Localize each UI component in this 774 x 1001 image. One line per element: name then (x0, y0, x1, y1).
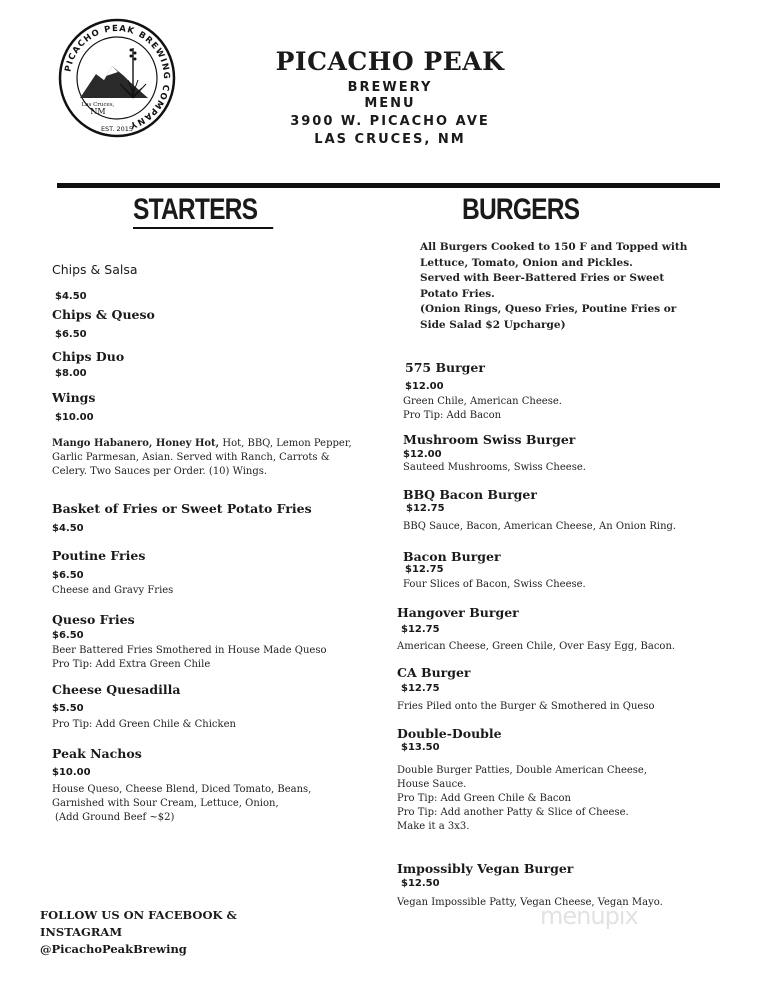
starter-name: Queso Fries (52, 612, 135, 627)
burger-name: BBQ Bacon Burger (403, 487, 537, 502)
burger-name: Bacon Burger (403, 549, 501, 564)
burger-price: $12.00 (405, 381, 444, 392)
page-title: PICACHO PEAK (275, 47, 505, 76)
burger-desc: Fries Piled onto the Burger & Smothered in Queso (397, 701, 655, 712)
burgers-heading: BURGERS (462, 193, 580, 226)
starter-name: Chips Duo (52, 349, 125, 364)
footer-follow: FOLLOW US ON FACEBOOK & (40, 908, 237, 922)
burger-desc: Pro Tip: Add another Patty & Slice of Cheese. (397, 807, 629, 818)
starter-name: Peak Nachos (52, 746, 142, 761)
starter-desc: Garnished with Sour Cream, Lettuce, Onion, (52, 798, 279, 809)
starter-price: $5.50 (52, 703, 84, 714)
starter-desc: Mango Habanero, Honey Hot, Hot, BBQ, Lemon Pepper, (52, 438, 352, 449)
burger-price: $12.75 (406, 503, 445, 514)
burger-price: $12.00 (403, 449, 442, 460)
footer-handle-link[interactable]: @PicachoPeakBrewing (40, 942, 187, 956)
starter-price: $10.00 (52, 767, 91, 778)
burger-price: $12.50 (401, 878, 440, 889)
brewery-logo (58, 18, 176, 138)
footer-instagram: INSTAGRAM (40, 925, 123, 939)
burger-desc: Double Burger Patties, Double American Cheese, (397, 765, 648, 776)
logo-est: EST. 2015 (100, 125, 134, 133)
header-address: 3900 W. PICACHO AVE (290, 114, 490, 129)
burger-desc: House Sauce. (397, 779, 467, 790)
burger-price: $12.75 (401, 624, 440, 635)
starter-name: Cheese Quesadilla (52, 682, 181, 697)
starter-name: Wings (52, 390, 96, 405)
starter-name: Poutine Fries (52, 548, 146, 563)
starter-desc: Cheese and Gravy Fries (52, 585, 174, 596)
starter-desc: Garlic Parmesan, Asian. Served with Ranch, Carrots & (52, 452, 330, 463)
starter-price: $6.50 (52, 570, 84, 581)
burger-name: Hangover Burger (397, 605, 519, 620)
starter-price: $8.00 (55, 368, 87, 379)
burger-desc: Pro Tip: Add Bacon (403, 410, 502, 421)
menupix-watermark: menupix (540, 902, 638, 930)
starter-price: $10.00 (55, 412, 94, 423)
starter-desc: Pro Tip: Add Extra Green Chile (52, 659, 211, 670)
header-city: LAS CRUCES, NM (314, 132, 466, 147)
starter-price: $4.50 (52, 523, 84, 534)
burger-desc: Make it a 3x3. (397, 821, 470, 832)
burger-desc: American Cheese, Green Chile, Over Easy Egg, Bacon. (397, 641, 676, 652)
burger-price: $13.50 (401, 742, 440, 753)
starter-desc: Celery. Two Sauces per Order. (10) Wings. (52, 466, 268, 477)
burger-desc: Green Chile, American Cheese. (403, 396, 562, 407)
burger-desc: Sauteed Mushrooms, Swiss Cheese. (403, 462, 586, 473)
logo-state: NM (90, 107, 106, 116)
burgers-intro: All Burgers Cooked to 150 F and Topped with Lettuce, Tomato, Onion and Pickles. Served with Beer-Battered Fries or Sweet Potato Fries. (Onion Rings, Queso Fries, Poutine Fries or Side Salad $2 Upcharge) (420, 241, 688, 331)
burger-desc: BBQ Sauce, Bacon, American Cheese, An Onion Ring. (403, 521, 677, 532)
logo-ring-text: PICACHO PEAK BREWING COMPANY (63, 23, 172, 131)
burger-name: Mushroom Swiss Burger (403, 432, 576, 447)
starter-desc: House Queso, Cheese Blend, Diced Tomato, Beans, (52, 784, 312, 795)
burger-price: $12.75 (405, 564, 444, 575)
burger-name: Double-Double (397, 726, 502, 741)
header-brewery: BREWERY (347, 80, 433, 95)
burger-desc: Vegan Impossible Patty, Vegan Cheese, Vegan Mayo. (397, 897, 663, 908)
starters-heading: STARTERS (133, 193, 274, 229)
starter-desc: Beer Battered Fries Smothered in House Made Queso (52, 645, 327, 656)
starter-price: $4.50 (55, 291, 87, 302)
starter-name: Basket of Fries or Sweet Potato Fries (52, 501, 312, 516)
starter-name: Chips & Salsa (52, 262, 138, 277)
starter-name: Chips & Queso (52, 307, 155, 322)
burger-name: CA Burger (397, 665, 471, 680)
starter-price: $6.50 (55, 329, 87, 340)
header-menu: MENU (364, 96, 416, 111)
starter-desc: (Add Ground Beef ~$2) (55, 812, 175, 823)
burger-name: 575 Burger (405, 360, 485, 375)
logo-city: Las Cruces, (81, 102, 115, 108)
starter-price: $6.50 (52, 630, 84, 641)
header-divider (57, 183, 720, 188)
starter-desc: Pro Tip: Add Green Chile & Chicken (52, 719, 236, 730)
burger-name: Impossibly Vegan Burger (397, 861, 574, 876)
burger-desc: Pro Tip: Add Green Chile & Bacon (397, 793, 571, 804)
burger-desc: Four Slices of Bacon, Swiss Cheese. (403, 579, 586, 590)
burger-price: $12.75 (401, 683, 440, 694)
